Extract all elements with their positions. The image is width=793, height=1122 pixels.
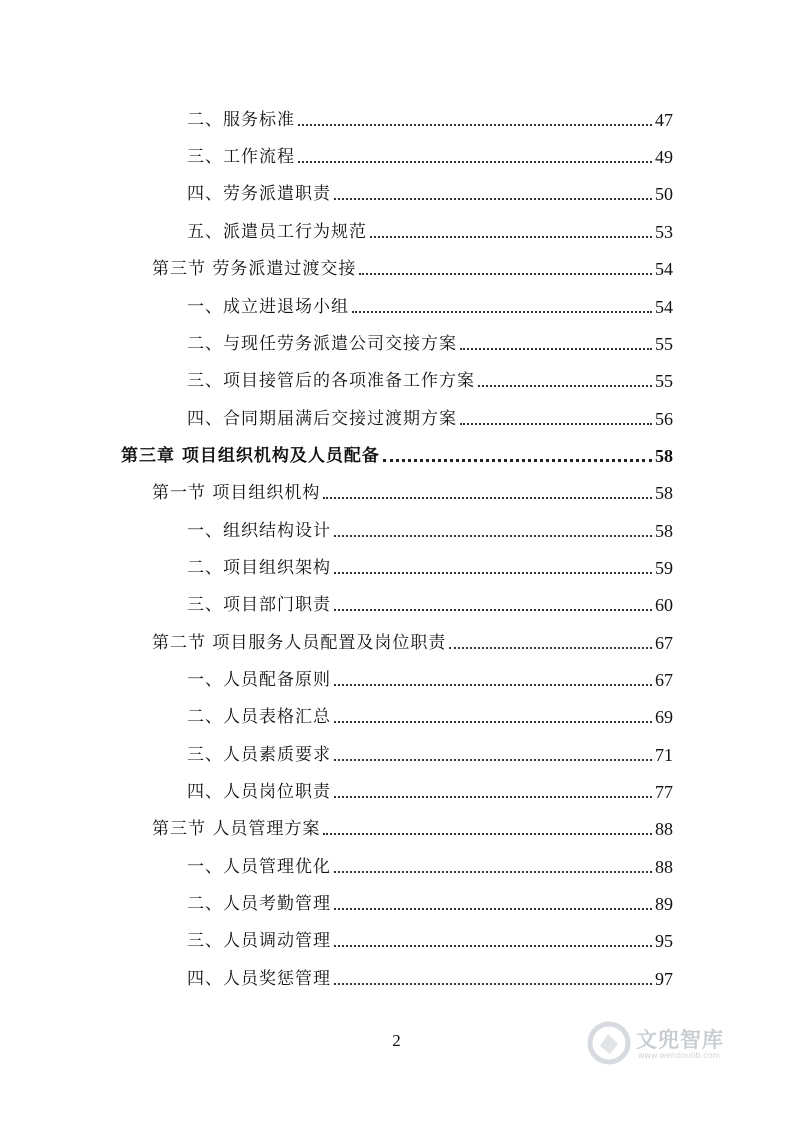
toc-subsection-entry[interactable] [0, 780, 673, 804]
toc-entry-title: 第二节 项目服务人员配置及岗位职责 [152, 633, 447, 653]
toc-dot-leader [359, 273, 652, 275]
toc-entry-page: 71 [655, 745, 673, 765]
toc-entry-title: 一、成立进退场小组 [187, 297, 349, 317]
watermark-logo-icon [586, 1020, 632, 1066]
toc-entry-title: 四、人员奖惩管理 [187, 969, 331, 989]
watermark-text: 文兜智库 [636, 1028, 724, 1052]
toc-entry-page: 89 [655, 894, 673, 914]
toc-subsection-entry[interactable] [0, 182, 673, 206]
toc-entry-title: 三、人员调动管理 [187, 931, 331, 951]
toc-dot-leader [334, 983, 652, 985]
toc-entry-page: 58 [655, 483, 673, 503]
toc-subsection-entry[interactable] [0, 145, 673, 169]
toc-entry-page: 55 [655, 371, 673, 391]
toc-entry-title: 四、劳务派遣职责 [187, 184, 331, 204]
toc-dot-leader [323, 833, 652, 835]
toc-entry-title: 三、人员素质要求 [187, 745, 331, 765]
toc-entry-title: 第三章 项目组织机构及人员配备 [121, 446, 380, 466]
toc-dot-leader [449, 647, 652, 649]
toc-entry-page: 58 [655, 446, 673, 466]
toc-entry-page: 54 [655, 297, 673, 317]
toc-dot-leader [370, 236, 652, 238]
toc-dot-leader [298, 161, 652, 163]
toc-entry-title: 三、项目部门职责 [187, 595, 331, 615]
toc-subsection-entry[interactable] [0, 108, 673, 132]
toc-entry-page: 67 [655, 670, 673, 690]
toc-dot-leader [352, 311, 652, 313]
toc-dot-leader [478, 385, 652, 387]
toc-entry-page: 55 [655, 334, 673, 354]
toc-entry-page: 60 [655, 595, 673, 615]
toc-dot-leader [334, 684, 652, 686]
toc-dot-leader [334, 796, 652, 798]
toc-subsection-entry[interactable] [0, 593, 673, 617]
toc-entry-page: 59 [655, 558, 673, 578]
toc-entry-page: 67 [655, 633, 673, 653]
toc-dot-leader [334, 535, 652, 537]
toc-subsection-entry[interactable] [0, 295, 673, 319]
toc-subsection-entry[interactable] [0, 855, 673, 879]
toc-subsection-entry[interactable] [0, 407, 673, 431]
toc-dot-leader [334, 198, 652, 200]
toc-entry-title: 一、组织结构设计 [187, 521, 331, 541]
toc-entry-page: 69 [655, 707, 673, 727]
toc-dot-leader [334, 609, 652, 611]
toc-dot-leader [460, 348, 652, 350]
toc-entry-page: 88 [655, 819, 673, 839]
watermark-url: www.wendoulib.com [638, 1051, 721, 1060]
toc-dot-leader [334, 945, 652, 947]
toc-entry-title: 第三节 劳务派遣过渡交接 [152, 259, 357, 279]
toc-entry-page: 53 [655, 222, 673, 242]
toc-entry-title: 二、与现任劳务派遣公司交接方案 [187, 334, 457, 354]
toc-subsection-entry[interactable] [0, 967, 673, 991]
toc-entry-title: 四、人员岗位职责 [187, 782, 331, 802]
toc-subsection-entry[interactable] [0, 743, 673, 767]
toc-subsection-entry[interactable] [0, 332, 673, 356]
toc-dot-leader [298, 124, 652, 126]
toc-dot-leader [334, 759, 652, 761]
toc-section-entry[interactable] [0, 817, 673, 841]
toc-entry-title: 一、人员配备原则 [187, 670, 331, 690]
toc-entry-title: 二、人员表格汇总 [187, 707, 331, 727]
toc-entry-title: 第三节 人员管理方案 [152, 819, 321, 839]
toc-dot-leader [460, 423, 652, 425]
toc-entry-page: 58 [655, 521, 673, 541]
watermark [586, 1018, 756, 1068]
toc-subsection-entry[interactable] [0, 705, 673, 729]
toc-entry-title: 第一节 项目组织机构 [152, 483, 321, 503]
toc-subsection-entry[interactable] [0, 369, 673, 393]
toc-entry-page: 97 [655, 969, 673, 989]
toc-entry-title: 五、派遣员工行为规范 [187, 222, 367, 242]
toc-chapter-entry[interactable] [0, 444, 673, 468]
toc-section-entry[interactable] [0, 631, 673, 655]
toc-entry-title: 二、项目组织架构 [187, 558, 331, 578]
toc-subsection-entry[interactable] [0, 929, 673, 953]
toc-dot-leader [334, 721, 652, 723]
toc-dot-leader [334, 572, 652, 574]
toc-entry-title: 三、工作流程 [187, 147, 295, 167]
toc-dot-leader [334, 908, 652, 910]
toc-entry-title: 四、合同期届满后交接过渡期方案 [187, 409, 457, 429]
toc-entry-page: 56 [655, 409, 673, 429]
toc-entry-page: 47 [655, 110, 673, 130]
toc-subsection-entry[interactable] [0, 220, 673, 244]
toc-dot-leader [323, 497, 652, 499]
toc-entry-page: 54 [655, 259, 673, 279]
toc-entry-page: 95 [655, 931, 673, 951]
toc-subsection-entry[interactable] [0, 668, 673, 692]
toc-entry-page: 50 [655, 184, 673, 204]
toc-entry-page: 88 [655, 857, 673, 877]
toc-subsection-entry[interactable] [0, 892, 673, 916]
page-number: 2 [392, 1031, 401, 1050]
toc-entry-title: 二、人员考勤管理 [187, 894, 331, 914]
toc-entry-title: 二、服务标准 [187, 110, 295, 130]
toc-section-entry[interactable] [0, 481, 673, 505]
toc-subsection-entry[interactable] [0, 519, 673, 543]
toc-dot-leader [334, 871, 652, 873]
toc-entry-title: 一、人员管理优化 [187, 857, 331, 877]
toc-entry-page: 49 [655, 147, 673, 167]
toc-subsection-entry[interactable] [0, 556, 673, 580]
toc-entry-page: 77 [655, 782, 673, 802]
toc-dot-leader [383, 459, 652, 462]
toc-section-entry[interactable] [0, 257, 673, 281]
toc-entry-title: 三、项目接管后的各项准备工作方案 [187, 371, 475, 391]
